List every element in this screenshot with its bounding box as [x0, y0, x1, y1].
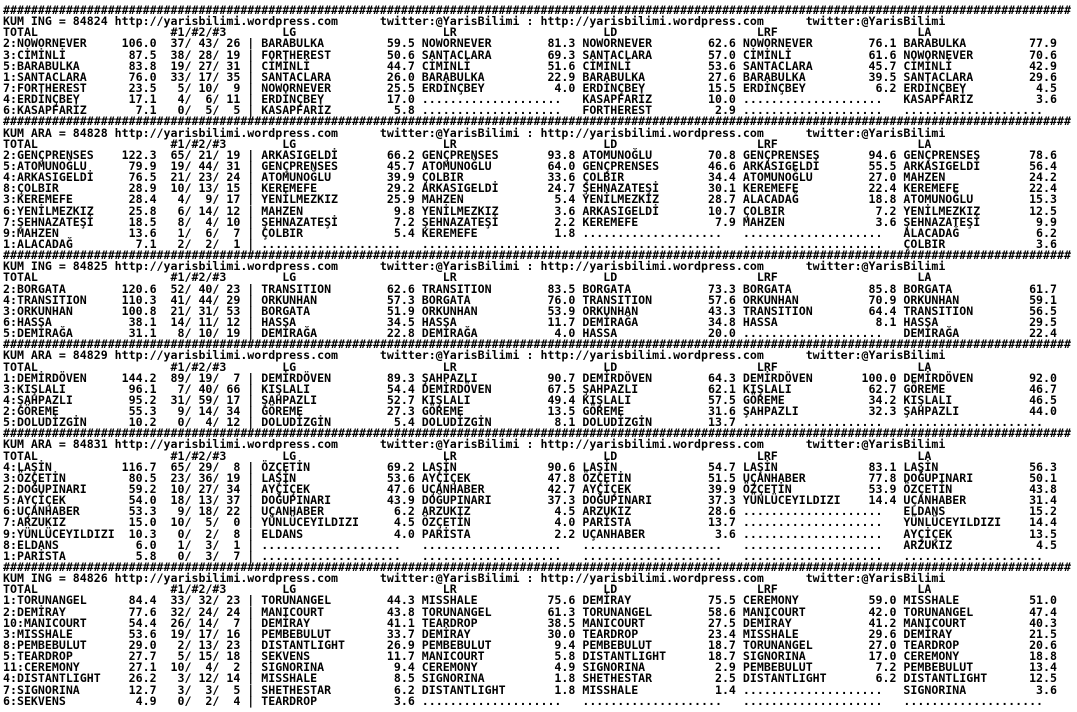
- table-row: 5:BARABULKA 83.8 19/ 27/ 31 | CİMİNLİ 44.7 CİMİNLİ 51.6 CİMİNLİ 53.6 SANTACLARA 45.7 CİMİNLİ 42.9: [3, 58, 1064, 73]
- separator-line: #########################################################################################################################################################: [3, 426, 1071, 441]
- table-row: 2:BORGATA 120.6 52/ 40/ 23 | TRANSITION 62.6 TRANSITION 83.5 BORGATA 73.3 BORGATA 85.8 BORGATA 61.7: [3, 281, 1064, 296]
- table-row: 4:ARKASIGELDİ 76.5 21/ 23/ 24 | ATOMUNOĞLU 39.9 ÇOLBIR 33.6 ÇOLBIR 34.4 ATOMUNOĞLU 27.0 MAHZEN 24.2: [3, 170, 1064, 185]
- table-row: 2:DEMİRAY 77.6 32/ 24/ 24 | MANICOURT 43.8 TORUNANGEL 61.3 TORUNANGEL 58.6 MANICOURT 42.0 TORUNANGEL 47.4: [3, 604, 1064, 619]
- table-row: 11:CEREMONY 27.1 10/ 4/ 2 | SIGNORINA 9.4 CEREMONY 4.9 SIGNORINA 2.9 PEMBEBULUT 7.2 PEMBEBULUT 13.4: [3, 660, 1064, 675]
- table-row: 5:DOLUDİZGİN 10.2 0/ 4/ 12 | DOLUDİZGİN 5.4 DOLUDİZGİN 8.1 DOLUDİZGİN 13.7 .................... ....................: [3, 415, 1064, 430]
- table-row: 6:SEKVENS 4.9 0/ 2/ 4 | TEARDROP 3.6 .................... .................... .................... ....................: [3, 693, 1064, 708]
- table-row: 8:ÇOLBIR 28.9 10/ 13/ 15 | KEREMEFE 29.2 ARKASIGELDİ 24.7 ŞEHNAZATEŞİ 30.1 KEREMEFE 22.4 KEREMEFE 22.4: [3, 181, 1064, 196]
- table-row: 7:SIGNORINA 12.7 3/ 3/ 5 | SHETHESTAR 6.2 DISTANTLIGHT 1.8 MISSHALE 1.4 .................... SIGNORINA 3.6: [3, 682, 1064, 697]
- separator-line: #########################################################################################################################################################: [3, 248, 1071, 263]
- column-header: TOTAL #1/#2/#3 LG LR LD LRF LA: [3, 136, 1057, 151]
- column-header: TOTAL #1/#2/#3 LG LR LD LRF LA: [3, 359, 1057, 374]
- separator-line: #########################################################################################################################################################: [3, 337, 1071, 352]
- table-row: 4:ERDİNÇBEY 17.1 4/ 6/ 11 | ERDİNÇBEY 17.0 .................... KASAPFARİZ 10.0 .................... KASAPFARİZ 3.6: [3, 92, 1064, 107]
- table-row: 1:PARİSTA 5.8 0/ 3/ 7 | .................... .................... .................... .................... ....................: [3, 548, 1064, 563]
- table-row: 4:ŞAHPAZLI 95.2 31/ 59/ 17 | ŞAHPAZLI 52.7 KIŞLALI 49.4 KIŞLALI 57.5 GÖREME 34.2 KIŞLALI 46.5: [3, 392, 1064, 407]
- table-row: 6:YENİLMEZKIZ 25.8 6/ 14/ 12 | MAHZEN 9.8 YENİLMEZKIZ 3.6 ARKASIGELDİ 10.7 ÇOLBIR 7.2 YENİLMEZKIZ 12.5: [3, 203, 1064, 218]
- table-row: 2:NOWORNEVER 106.0 37/ 43/ 26 | BARABULKA 59.5 NOWORNEVER 81.3 NOWORNEVER 62.6 NOWORNEVER 76.1 BARABULKA 77.9: [3, 36, 1064, 51]
- table-row: 2:DOĞUPINARI 59.2 10/ 27/ 34 | AYÇİÇEK 47.6 UÇANHABER 42.7 AYÇİÇEK 39.9 ÖZÇETİN 53.9 ÖZÇETİN 43.8: [3, 482, 1064, 497]
- table-row: 4:DISTANTLIGHT 26.2 3/ 12/ 14 | MISSHALE 8.5 SIGNORINA 1.8 SHETHESTAR 2.5 DISTANTLIGHT 6.2 DISTANTLIGHT 12.5: [3, 671, 1064, 686]
- table-row: 8:PEMBEBULUT 29.0 2/ 13/ 23 | DISTANTLIGHT 26.9 PEMBEBULUT 9.4 PEMBEBULUT 18.7 TORUNANGEL 27.0 TEARDROP 20.6: [3, 638, 1064, 653]
- column-header: TOTAL #1/#2/#3 LG LR LD LRF LA: [3, 270, 1057, 285]
- block-header: KUM ING = 84824 http://yarisbilimi.wordpress.com twitter:@YarisBilimi : http://yarisbilimi.wordpress.com twitter:@YarisBilimi: [3, 14, 946, 29]
- table-row: 4:TRANSITION 110.3 41/ 44/ 29 | ORKUNHAN 57.3 BORGATA 76.0 TRANSITION 57.6 ORKUNHAN 70.9 ORKUNHAN 59.1: [3, 292, 1064, 307]
- block-header: KUM ARA = 84829 http://yarisbilimi.wordpress.com twitter:@YarisBilimi : http://yarisbilimi.wordpress.com twitter:@YarisBilimi: [3, 348, 946, 363]
- table-row: 7:ŞEHNAZATEŞİ 18.5 8/ 4/ 10 | ŞEHNAZATEŞİ 7.2 ŞEHNAZATEŞİ 2.2 KEREMEFE 7.9 MAHZEN 3.6 ŞEHNAZATEŞİ 9.9: [3, 214, 1064, 229]
- table-row: 3:ORKUNHAN 100.8 21/ 31/ 53 | BORGATA 51.9 ORKUNHAN 53.9 ORKUNHAN 43.3 TRANSITION 64.4 TRANSITION 56.5: [3, 303, 1064, 318]
- table-row: 3:MISSHALE 53.6 19/ 17/ 16 | PEMBEBULUT 33.7 DEMİRAY 30.0 TEARDROP 23.4 MISSHALE 29.6 DEMİRAY 21.5: [3, 626, 1064, 641]
- separator-line: #########################################################################################################################################################: [3, 560, 1071, 575]
- block-header: KUM ING = 84826 http://yarisbilimi.wordpress.com twitter:@YarisBilimi : http://yarisbilimi.wordpress.com twitter:@YarisBilimi: [3, 571, 946, 586]
- table-row: 2:GÖREME 55.3 9/ 14/ 34 | GÖREME 27.3 GÖREME 13.5 GÖREME 31.6 ŞAHPAZLI 32.3 ŞAHPAZLI 44.0: [3, 404, 1064, 419]
- separator-line: #########################################################################################################################################################: [3, 3, 1071, 17]
- table-row: 2:GENÇPRENSES 122.3 65/ 21/ 19 | ARKASIGELDİ 66.2 GENÇPRENSES 93.8 ATOMUNOĞLU 70.8 GENÇPRENSES 94.6 GENÇPRENSES 78.6: [3, 147, 1064, 162]
- table-row: 6:UÇANHABER 53.3 9/ 18/ 22 | UÇANHABER 6.2 ARZUKIZ 4.5 ARZUKIZ 28.6 .................... ELDANS 15.2: [3, 504, 1064, 519]
- table-row: 3:CİMİNLİ 87.5 38/ 28/ 19 | FORTHEREST 50.6 SANTACLARA 69.3 SANTACLARA 57.0 CİMİNLİ 61.6 NOWORNEVER 70.6: [3, 47, 1064, 62]
- table-row: 6:HASSA 38.1 14/ 11/ 12 | HASSA 34.5 HASSA 11.7 DEMİRAĞA 34.8 HASSA 8.1 HASSA 29.5: [3, 314, 1064, 329]
- table-row: 3:KEREMEFE 28.4 4/ 9/ 17 | YENİLMEZKIZ 25.9 MAHZEN 5.4 YENİLMEZKIZ 28.7 ALACADAĞ 18.8 ATOMUNOĞLU 15.3: [3, 192, 1064, 207]
- table-row: 7:FORTHEREST 23.5 5/ 10/ 9 | NOWORNEVER 25.5 ERDİNÇBEY 4.0 ERDİNÇBEY 15.5 ERDİNÇBEY 6.2 ERDİNÇBEY 4.5: [3, 80, 1064, 95]
- column-header: TOTAL #1/#2/#3 LG LR LD LRF LA: [3, 25, 1057, 40]
- table-row: 10:MANICOURT 54.4 26/ 14/ 7 | DEMİRAY 41.1 TEARDROP 38.5 MANICOURT 27.5 DEMİRAY 41.2 MANICOURT 40.3: [3, 615, 1064, 630]
- table-row: 3:ÖZÇETİN 80.5 23/ 36/ 19 | LAŞİN 53.6 AYÇİÇEK 47.8 ÖZÇETİN 51.5 UÇANHABER 77.8 DOĞUPINARI 50.1: [3, 470, 1064, 485]
- table-row: 3:KIŞLALI 96.1 7/ 40/ 66 | KIŞLALI 54.4 DEMİRDÖVEN 67.5 ŞAHPAZLI 62.1 KIŞLALI 62.7 GÖREME 46.7: [3, 381, 1064, 396]
- table-row: 5:ATOMUNOĞLU 79.9 19/ 44/ 31 | GENÇPRENSES 45.7 ATOMUNOĞLU 64.0 GENÇPRENSES 46.6 ARKASIGELDİ 55.5 ARKASIGELDİ 56.4: [3, 158, 1064, 173]
- table-row: 7:ARZUKIZ 15.0 10/ 5/ 0 | YÜNLÜCEYILDIZI 4.5 ÖZÇETİN 4.0 PARİSTA 13.7 .................... YÜNLÜCEYILDIZI 14.4: [3, 515, 1064, 530]
- table-row: 4:LAŞİN 116.7 65/ 29/ 8 | ÖZÇETİN 69.2 LAŞİN 90.6 LAŞİN 54.7 LAŞİN 83.1 LAŞİN 56.3: [3, 459, 1064, 474]
- table-row: 9:YÜNLÜCEYILDIZI 10.3 0/ 2/ 8 | ELDANS 4.0 PARİSTA 2.2 UÇANHABER 3.6 .................... AYÇİÇEK 13.5: [3, 526, 1064, 541]
- block-header: KUM ARA = 84831 http://yarisbilimi.wordpress.com twitter:@YarisBilimi : http://yarisbilimi.wordpress.com twitter:@YarisBilimi: [3, 437, 946, 452]
- block-header: KUM ARA = 84828 http://yarisbilimi.wordpress.com twitter:@YarisBilimi : http://yarisbilimi.wordpress.com twitter:@YarisBilimi: [3, 125, 946, 140]
- table-row: 1:TORUNANGEL 84.4 33/ 32/ 23 | TORUNANGEL 44.3 MISSHALE 75.6 DEMİRAY 75.5 CEREMONY 59.0 MISSHALE 51.0: [3, 593, 1064, 608]
- table-row: 5:TEARDROP 27.7 5/ 15/ 18 | SEKVENS 11.7 MANICOURT 5.8 DISTANTLIGHT 18.7 SIGNORINA 17.0 CEREMONY 18.8: [3, 649, 1064, 664]
- separator-line: #########################################################################################################################################################: [3, 114, 1071, 129]
- table-row: 1:SANTACLARA 76.0 33/ 17/ 35 | SANTACLARA 26.0 BARABULKA 22.9 BARABULKA 27.6 BARABULKA 39.5 SANTACLARA 29.6: [3, 69, 1064, 84]
- table-row: 5:AYÇİÇEK 54.0 18/ 13/ 37 | DOĞUPINARI 43.9 DOĞUPINARI 37.3 DOĞUPINARI 37.3 YÜNLÜCEYILDIZI 14.4 UÇANHABER 31.4: [3, 493, 1064, 508]
- table-row: 1:DEMİRDÖVEN 144.2 89/ 19/ 7 | DEMİRDÖVEN 89.3 ŞAHPAZLI 90.7 DEMİRDÖVEN 64.3 DEMİRDÖVEN 100.0 DEMİRDÖVEN 92.0: [3, 370, 1064, 385]
- table-row: 6:KASAPFARİZ 7.1 0/ 5/ 5 | KASAPFARİZ 5.8 .................... FORTHEREST 2.9 .................... ....................: [3, 103, 1064, 118]
- table-row: 9:MAHZEN 13.6 1/ 6/ 7 | ÇOLBIR 5.4 KEREMEFE 1.8 .................... .................... ALACADAĞ 6.2: [3, 225, 1064, 240]
- table-row: 8:ELDANS 6.0 1/ 3/ 1 | .................... .................... .................... .................... ARZUKIZ 4.5: [3, 537, 1064, 552]
- table-row: 1:ALACADAĞ 7.1 2/ 2/ 1 | .................... .................... .................... .................... ÇOLBIR 3.6: [3, 236, 1064, 251]
- table-row: 5:DEMİRAĞA 31.1 8/ 10/ 19 | DEMİRAĞA 22.8 DEMİRAĞA 4.0 HASSA 20.0 .................... DEMİRAĞA 22.4: [3, 326, 1064, 341]
- column-header: TOTAL #1/#2/#3 LG LR LD LRF LA: [3, 448, 1057, 463]
- block-header: KUM ING = 84825 http://yarisbilimi.wordpress.com twitter:@YarisBilimi : http://yarisbilimi.wordpress.com twitter:@YarisBilimi: [3, 259, 946, 274]
- column-header: TOTAL #1/#2/#3 LG LR LD LRF LA: [3, 582, 1057, 597]
